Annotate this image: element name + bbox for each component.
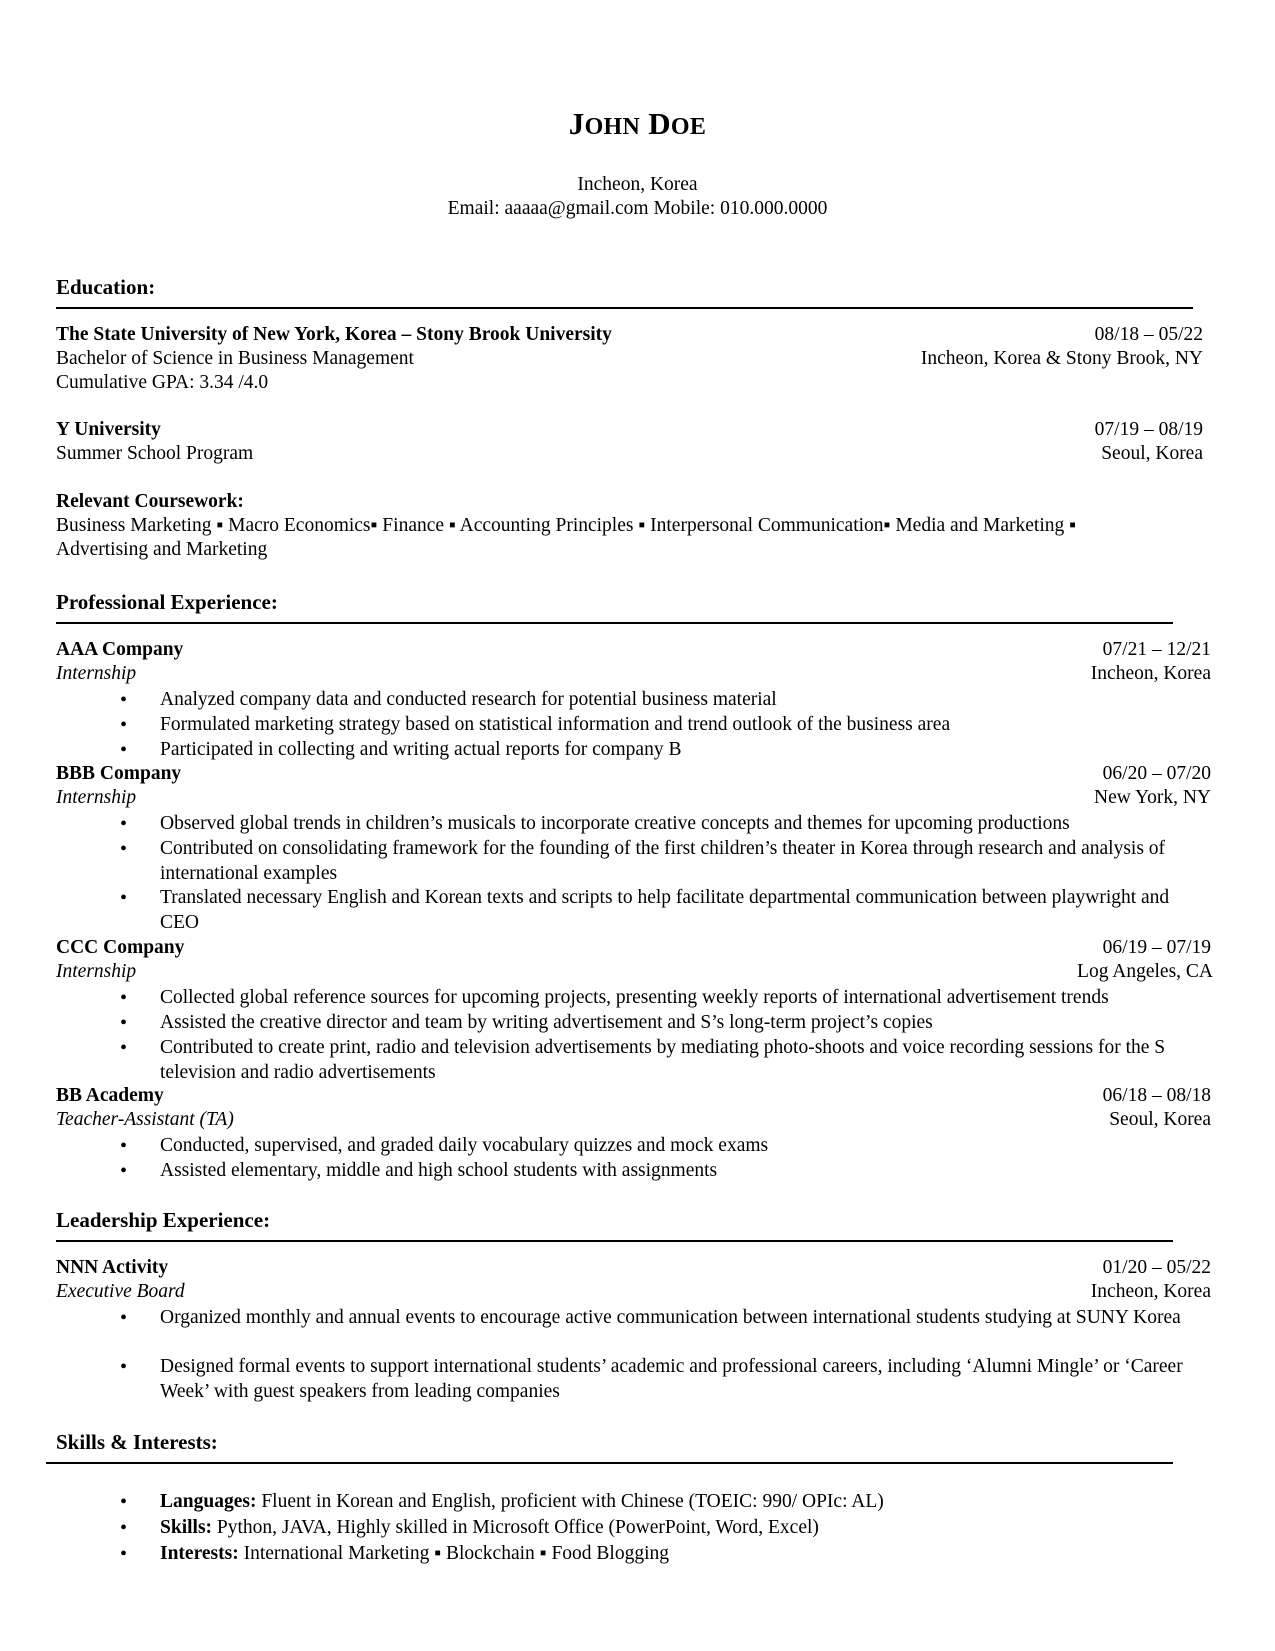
list-item: • Observed global trends in children’s musicals to incorporate creative concepts and themes for upcoming productions (0, 812, 1210, 837)
company-name: BB Academy (56, 1085, 164, 1106)
job-location: New York, NY (1093, 787, 1211, 808)
school-name: The State University of New York, Korea – Stony Brook University (56, 324, 612, 345)
job-bullets (0, 812, 1210, 935)
school-location: Incheon, Korea & Stony Brook, NY (920, 348, 1203, 369)
name-last-initial: D (648, 106, 671, 141)
skill-text: Python, JAVA, Highly skilled in Microsoft Office (PowerPoint, Word, Excel) (212, 1517, 819, 1538)
list-item: • Assisted elementary, middle and high school students with assignments (0, 1159, 1150, 1184)
school-degree: Bachelor of Science in Business Management (56, 348, 414, 369)
job-location: Seoul, Korea (1109, 1109, 1211, 1130)
company-name: AAA Company (56, 639, 184, 660)
list-item (0, 1516, 1150, 1542)
list-item: • Collected global reference sources for upcoming projects, presenting weekly reports of international advertisement trends (0, 986, 1200, 1011)
school-name: Y University (56, 419, 161, 440)
list-item: • Translated necessary English and Korean texts and scripts to help facilitate departmental communication between playwright and CEO (0, 886, 1210, 935)
coursework-line: Business Marketing ▪ Macro Economics▪ Finance ▪ Accounting Principles ▪ Interpersonal Communication▪ Media and Marketing ▪ (56, 515, 1077, 536)
list-item: • Formulated marketing strategy based on statistical information and trend outlook of the business area (0, 713, 1150, 738)
list-item: • Designed formal events to support international students’ academic and professional careers, including ‘Alumni Mingle’ or ‘Career Week’ with guest speakers from leading companies (0, 1355, 1210, 1404)
coursework-line: Advertising and Marketing (56, 539, 268, 560)
contact-location: Incheon, Korea (577, 174, 698, 195)
company-name: BBB Company (56, 763, 182, 784)
name-last-rest: OE (670, 114, 707, 140)
job-location: Incheon, Korea (1090, 663, 1211, 684)
skills-list (0, 1490, 1150, 1568)
org-dates: 01/20 – 05/22 (1102, 1257, 1211, 1278)
job-dates: 06/20 – 07/20 (1102, 763, 1211, 784)
job-bullets (0, 986, 1200, 1085)
school-dates: 07/19 – 08/19 (1094, 419, 1203, 440)
school-gpa: Cumulative GPA: 3.34 /4.0 (56, 372, 269, 393)
job-role: Internship (56, 787, 137, 808)
skill-label: Languages: (160, 1491, 257, 1512)
education-heading: Education: (56, 275, 156, 299)
skill-label: Skills: (160, 1517, 213, 1538)
list-item: • Assisted the creative director and team by writing advertisement and S’s long-term project’s copies (0, 1011, 1200, 1036)
list-item: • Contributed on consolidating framework for the founding of the first children’s theater in Korea through research and analysis of international examples (0, 837, 1210, 886)
professional-heading: Professional Experience: (56, 590, 278, 614)
job-role: Internship (56, 663, 137, 684)
skills-heading: Skills & Interests: (56, 1430, 218, 1454)
list-item: • Conducted, supervised, and graded daily vocabulary quizzes and mock exams (0, 1134, 1150, 1159)
job-location: Log Angeles, CA (1077, 961, 1213, 982)
school-location: Seoul, Korea (1101, 443, 1203, 464)
org-role: Executive Board (56, 1281, 185, 1302)
job-role: Internship (56, 961, 137, 982)
coursework-heading: Relevant Coursework: (56, 491, 244, 512)
list-item (0, 1542, 1150, 1568)
job-bullets (0, 688, 1150, 763)
list-item: • Analyzed company data and conducted research for potential business material (0, 688, 1150, 713)
org-name: NNN Activity (56, 1257, 169, 1278)
org-location: Incheon, Korea (1090, 1281, 1211, 1302)
list-item: • Contributed to create print, radio and television advertisements by mediating photo-shoots and voice recording sessions for the S television and radio advertisements (0, 1036, 1200, 1085)
contact-email-mobile: Email: aaaaa@gmail.com Mobile: 010.000.0000 (447, 198, 828, 219)
skill-text: International Marketing ▪ Blockchain ▪ Food Blogging (238, 1543, 670, 1564)
company-name: CCC Company (56, 937, 185, 958)
job-dates: 06/18 – 08/18 (1102, 1085, 1211, 1106)
leadership-bullets (0, 1306, 1210, 1404)
candidate-name (0, 104, 1275, 147)
professional-divider (56, 622, 1173, 624)
job-bullets (0, 1134, 1150, 1184)
skill-label: Interests: (160, 1543, 239, 1564)
school-degree: Summer School Program (56, 443, 254, 464)
list-item: • Participated in collecting and writing actual reports for company B (0, 738, 1150, 763)
education-divider (56, 307, 1193, 309)
list-item: • Organized monthly and annual events to encourage active communication between international students studying at SUNY Korea (0, 1306, 1210, 1355)
leadership-heading: Leadership Experience: (56, 1208, 271, 1232)
skills-divider (46, 1462, 1173, 1464)
leadership-divider (56, 1240, 1173, 1242)
job-dates: 06/19 – 07/19 (1102, 937, 1211, 958)
job-dates: 07/21 – 12/21 (1102, 639, 1211, 660)
skill-text: Fluent in Korean and English, proficient with Chinese (TOEIC: 990/ OPIc: AL) (256, 1491, 884, 1512)
name-first-initial: J (568, 106, 585, 141)
name-first-rest: OHN (584, 114, 641, 140)
list-item (0, 1490, 1150, 1516)
school-dates: 08/18 – 05/22 (1094, 324, 1203, 345)
job-role: Teacher-Assistant (TA) (56, 1109, 234, 1130)
